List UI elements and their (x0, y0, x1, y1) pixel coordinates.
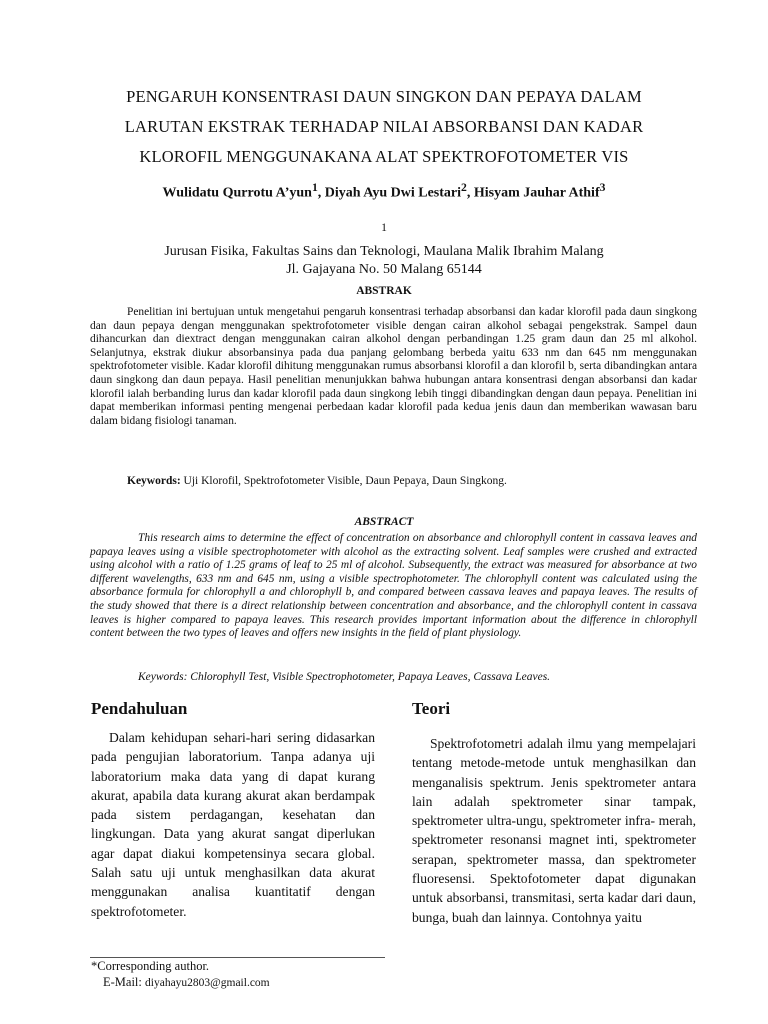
corresponding-author: *Corresponding author. (91, 959, 210, 973)
abstrak-keywords (127, 475, 507, 487)
teori-body: Spektrofotometri adalah ilmu yang mempelajari tentang metode-metode untuk menghasilkan dan menganalisis spektrum. Jenis spektrometer antara lain adalah spektrometer sinar tampak, spektrometer ultra-ungu, spektrometer infra- merah, spektrometer resonansi magnet inti, spektrometer serapan, spektrometer massa, dan spektrometer fluoresensi. Spektofotometer dapat digunakan untuk absorbansi, transmitasi, serta kadar dari daun, bunga, buah dan lainnya. Contohnya yaitu (412, 736, 696, 925)
teori-heading: Teori (412, 699, 451, 718)
author-1: Wulidatu Qurrotu A’yun (162, 185, 312, 201)
paper-title (60, 82, 708, 172)
pendahuluan-heading: Pendahuluan (91, 699, 188, 718)
author-1-affil: 1 (311, 181, 318, 194)
author-list: Wulidatu Qurrotu A’yun$^1$, Diyah Ayu Dwi Lestari$^2$, Hisyam Jauhar Athif$^3$ (162, 181, 606, 201)
footnote-rule (90, 957, 385, 958)
abstract-keywords: Keywords: Chlorophyll Test, Visible Spectrophotometer, Papaya Leaves, Cassava Leaves. (138, 671, 551, 683)
author-2: Diyah Ayu Dwi Lestari (324, 185, 462, 201)
title-line-1: PENGARUH KONSENTRASI DAUN SINGKON DAN PEPAYA DALAM (126, 87, 642, 106)
author-2-affil: 2 (461, 181, 467, 194)
abstrak-heading: ABSTRAK (356, 285, 412, 297)
pendahuluan-body: Dalam kehidupan sehari-hari sering didasarkan pada pengujian laboratorium. Tanpa adanya uji laboratorium maka data yang di dapat kurang akurat, apabila data kurang akurat akan berdampak pada sistem perdagangan, kesehatan dan lingkungan. Data yang akurat sangat diperlukan agar dapat diakui kompetensinya secara global. Salah satu uji untuk menghasilkan data akurat menggunakan analisa kuantitatif dengan spektrofotometer. (91, 730, 375, 919)
affiliation-sup: 1 (381, 221, 387, 234)
author-3-affil: 3 (599, 181, 606, 194)
email-label: E-Mail: (103, 975, 142, 989)
abstrak-keywords-list: Uji Klorofil, Spektrofotometer Visible, Daun Pepaya, Daun Singkong. (183, 475, 507, 487)
email-address[interactable]: diyahayu2803@gmail.com (145, 977, 270, 989)
affiliation (60, 219, 708, 279)
title-line-2: LARUTAN EKSTRAK TERHADAP NILAI ABSORBANSI DAN KADAR (124, 117, 644, 136)
abstrak-keywords-label: Keywords: (127, 475, 181, 487)
abstrak-body: Penelitian ini bertujuan untuk mengetahui pengaruh konsentrasi terhadap absorbansi dan kadar klorofil pada daun singkong dan daun pepaya dengan menggunakan spektrofotometer visible dengan cairan alkohol sebagai pengekstrak. Sampel daun dihancurkan dan diextract dengan menggunakan cairan alkohol dengan perbandingan 1.25 gram daun dan 25 ml alkohol. Selanjutnya, ekstrak diukur absorbansinya pada dua panjang gelombang berbeda yaitu 633 nm dan 645 nm menggunakan spektrofotometer visible. Kadar klorofil dihitung menggunakan rumus absorbansi klorofil a dan klorofil b, serta dibandingkan antara daun singkong dan daun pepaya. Hasil penelitian menunjukkan bahwa hubungan antara konsentrasi dengan absorbansi dan kadar klorofil ialah berbanding lurus dan kadar klorofil pada daun singkong lebih tinggi dibandingkan dengan daun pepaya. Penelitian ini dapat memberikan informasi penting mengenai perbedaan kadar klorofil pada kedua jenis daun dan memberikan wawasan baru dalam bidang fisiologi tanaman. (90, 306, 697, 427)
abstract-body: This research aims to determine the effect of concentration on absorbance and chlorophyll content in cassava leaves and papaya leaves using a visible spectrophotometer with alcohol as the extracting solvent. Leaf samples were crushed and extracted using alcohol with a ratio of 1.25 grams of leaf to 25 ml of alcohol. Subsequently, the extract was measured for absorbance at two different wavelengths, 633 nm and 645 nm, using a visible spectrophotometer. The chlorophyll content was calculated using the absorbance formula for chlorophyll a and chlorophyll b, and compared between cassava leaves and papaya leaves. The results of the study showed that there is a direct relationship between concentration and absorbance, and the chlorophyll content in cassava leaves is higher compared to papaya leaves. This research provides important information about the difference in chlorophyll content between the two types of leaves and offers new insights in the field of plant physiology. (90, 532, 697, 640)
affiliation-line-2: Jl. Gajayana No. 50 Malang 65144 (286, 261, 482, 277)
email-line (103, 975, 270, 990)
title-line-3: KLOROFIL MENGGUNAKANA ALAT SPEKTROFOTOMETER VIS (139, 147, 629, 166)
affiliation-line-1: $^1$ Jurusan Fisika, Fakultas Sains dan Teknologi, Maulana Malik Ibrahim Malang (164, 221, 604, 259)
author-3: Hisyam Jauhar Athif (473, 185, 600, 201)
abstract-heading: ABSTRACT (354, 516, 414, 528)
